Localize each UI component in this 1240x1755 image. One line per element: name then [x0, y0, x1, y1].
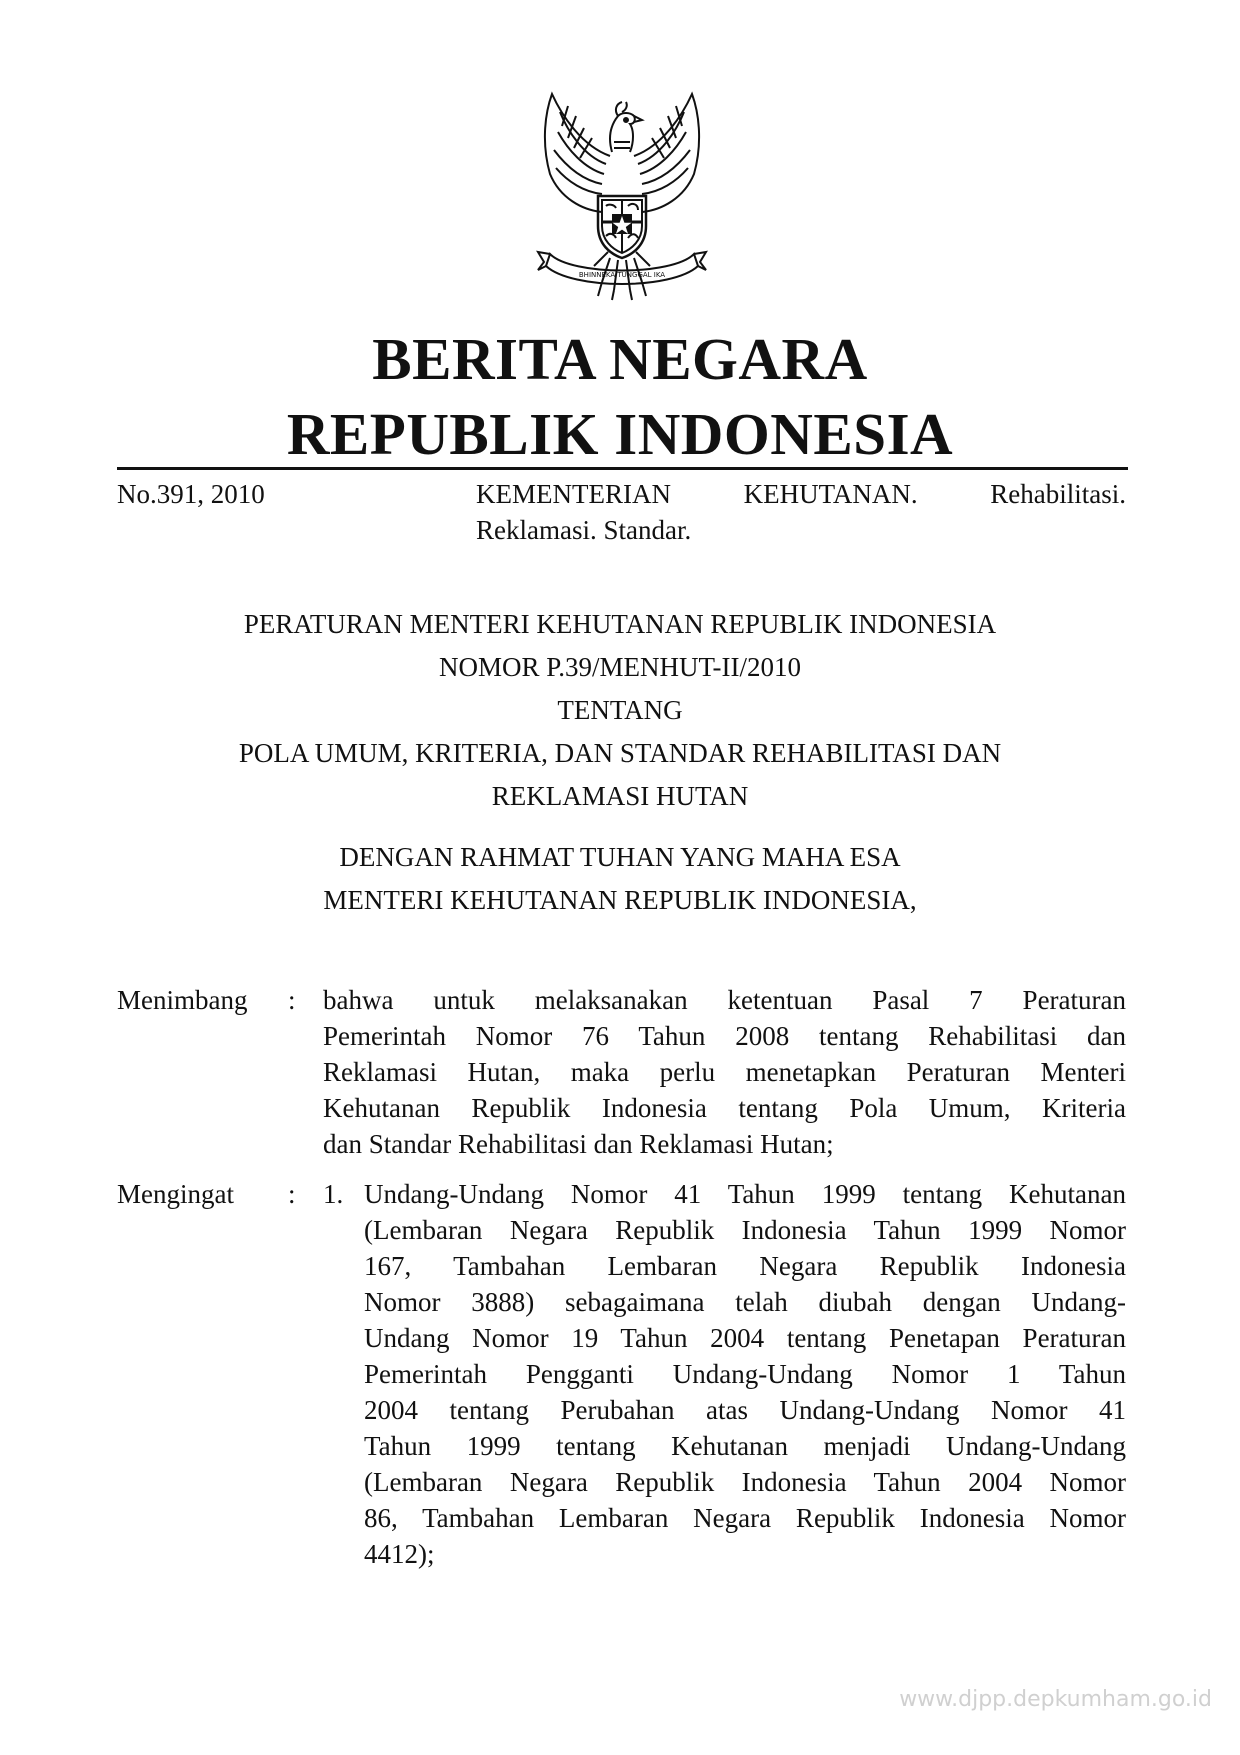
- issue-subject-line-1: KEMENTERIAN KEHUTANAN. Rehabilitasi.: [476, 479, 1126, 509]
- mengingat-colon: :: [288, 1179, 296, 1209]
- mengingat-line: 4412);: [364, 1539, 435, 1569]
- mengingat-line: Nomor 3888) sebagaimana telah diubah dengan Undang-: [364, 1287, 1126, 1317]
- mengingat-line: Undang-Undang Nomor 41 Tahun 1999 tentang Kehutanan: [364, 1179, 1126, 1209]
- mengingat-label: Mengingat: [117, 1179, 234, 1209]
- regulation-tentang: TENTANG: [557, 695, 683, 725]
- mengingat-line: Pemerintah Pengganti Undang-Undang Nomor 1 Tahun: [364, 1359, 1126, 1389]
- menimbang-line: Kehutanan Republik Indonesia tentang Pola Umum, Kriteria: [323, 1093, 1126, 1123]
- masthead-divider: [117, 467, 1128, 470]
- regulation-subject-line-2: REKLAMASI HUTAN: [491, 781, 749, 811]
- mengingat-line: Tahun 1999 tentang Kehutanan menjadi Undang-Undang: [364, 1431, 1126, 1461]
- mengingat-line: (Lembaran Negara Republik Indonesia Tahun 1999 Nomor: [364, 1215, 1126, 1245]
- garuda-emblem-icon: [522, 86, 722, 302]
- issue-number: No.391, 2010: [117, 479, 265, 509]
- menimbang-line: bahwa untuk melaksanakan ketentuan Pasal 7 Peraturan: [323, 985, 1126, 1015]
- emblem-motto: BHINNEKA TUNGGAL IKA: [578, 271, 666, 279]
- regulation-number: NOMOR P.39/MENHUT-II/2010: [438, 652, 802, 682]
- menimbang-label: Menimbang: [117, 985, 248, 1015]
- menimbang-line: Pemerintah Nomor 76 Tahun 2008 tentang Rehabilitasi dan: [323, 1021, 1126, 1051]
- watermark-url: www.djpp.depkumham.go.id: [899, 1687, 1212, 1712]
- menimbang-colon: :: [288, 985, 296, 1015]
- mengingat-line: Undang Nomor 19 Tahun 2004 tentang Penetapan Peraturan: [364, 1323, 1126, 1353]
- menimbang-line: Reklamasi Hutan, maka perlu menetapkan Peraturan Menteri: [323, 1057, 1126, 1087]
- mengingat-line: 167, Tambahan Lembaran Negara Republik Indonesia: [364, 1251, 1126, 1281]
- issue-subject-line-2: Reklamasi. Standar.: [476, 515, 692, 545]
- mengingat-line: 2004 tentang Perubahan atas Undang-Undang Nomor 41: [364, 1395, 1126, 1425]
- mengingat-item-number: 1.: [323, 1179, 344, 1209]
- mengingat-line: (Lembaran Negara Republik Indonesia Tahun 2004 Nomor: [364, 1467, 1126, 1497]
- preamble-line-2: MENTERI KEHUTANAN REPUBLIK INDONESIA,: [323, 885, 917, 915]
- masthead-subtitle: REPUBLIK INDONESIA: [286, 401, 954, 467]
- masthead-title: BERITA NEGARA: [372, 326, 868, 392]
- regulation-title-line-1: PERATURAN MENTERI KEHUTANAN REPUBLIK INDONESIA: [243, 609, 997, 639]
- preamble-line-1: DENGAN RAHMAT TUHAN YANG MAHA ESA: [339, 842, 901, 872]
- regulation-subject-line-1: POLA UMUM, KRITERIA, DAN STANDAR REHABILITASI DAN: [238, 738, 1002, 768]
- menimbang-line: dan Standar Rehabilitasi dan Reklamasi Hutan;: [323, 1129, 834, 1159]
- mengingat-line: 86, Tambahan Lembaran Negara Republik Indonesia Nomor: [364, 1503, 1126, 1533]
